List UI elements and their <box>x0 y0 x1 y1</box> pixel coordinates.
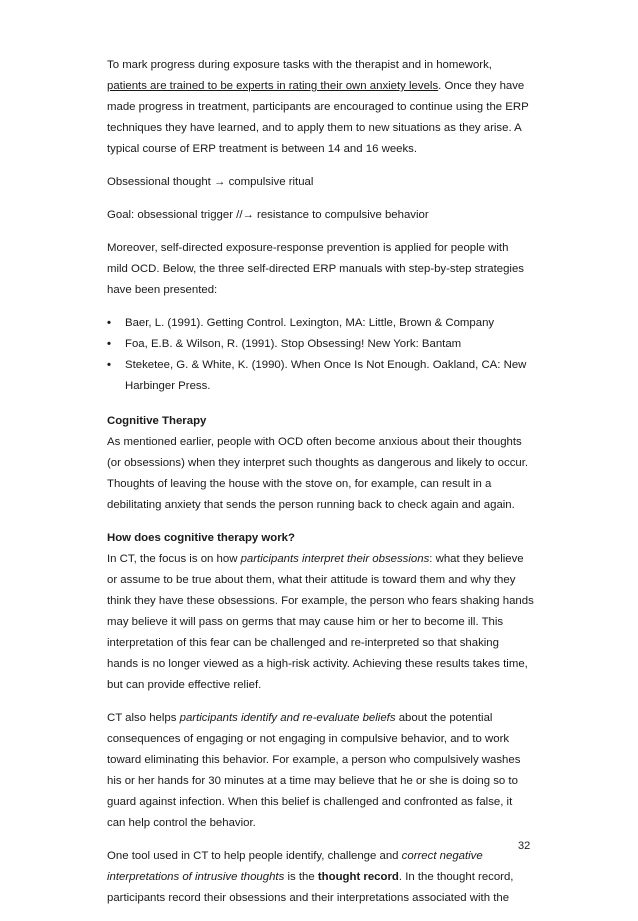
reference-text: Foa, E.B. & Wilson, R. (1991). Stop Obsessing! New York: Bantam <box>125 338 462 350</box>
line-goal <box>107 205 547 226</box>
text-column <box>107 55 547 921</box>
text-line <box>107 708 547 729</box>
list-item <box>107 355 547 397</box>
text-line: participants record their obsessions and their interpretations associated with the <box>107 892 510 904</box>
italic-phrase: correct negative <box>401 850 483 862</box>
text-span: resistance to compulsive behavior <box>253 209 429 221</box>
paragraph-thought-record <box>107 846 547 909</box>
text-line: techniques they have learned, and to apply them to new situations as they arise. A <box>107 122 522 134</box>
text-span: . In the thought record, <box>398 871 514 883</box>
text-span: In CT, the focus is on how <box>107 553 241 565</box>
text-line: may believe it will pass on germs that may cause him or her to become ill. This <box>107 616 504 628</box>
text-span: Obsessional thought <box>107 176 215 188</box>
text-line: made progress in treatment, participants are encouraged to continue using the ERP <box>107 101 529 113</box>
text-span: is the <box>284 871 318 883</box>
text-span: Goal: obsessional trigger // <box>107 209 243 221</box>
text-line: As mentioned earlier, people with OCD often become anxious about their thoughts <box>107 436 522 448</box>
text-span: One tool used in CT to help people identify, challenge and <box>107 850 402 862</box>
bold-phrase: thought record <box>317 871 399 883</box>
text-span: : what they believe <box>429 553 524 565</box>
italic-phrase: interpretations of intrusive thoughts <box>107 871 285 883</box>
text-line: Thoughts of leaving the house with the stove on, for example, can result in a <box>107 478 492 490</box>
text-line: mild OCD. Below, the three self-directed ERP manuals with step-by-step strategies <box>107 263 524 275</box>
text-line: interpretation of this fear can be challenged and re-interpreted so that shaking <box>107 637 499 649</box>
text-line <box>107 867 547 888</box>
text-line: or assume to be true about them, what their attitude is toward them and why they <box>107 574 516 586</box>
text-span: compulsive ritual <box>225 176 314 188</box>
text-line: To mark progress during exposure tasks with the therapist and in homework, <box>107 59 492 71</box>
paragraph-self-directed <box>107 238 547 301</box>
line-obsessional-thought <box>107 172 547 193</box>
text-line: debilitating anxiety that sends the person running back to check again and again. <box>107 499 515 511</box>
text-line: but can provide effective relief. <box>107 679 262 691</box>
text-span: about the potential <box>395 712 493 724</box>
section-heading: Cognitive Therapy <box>107 415 207 427</box>
text-line: consequences of engaging or not engaging in compulsive behavior, and to work <box>107 733 510 745</box>
text-line: hands is no longer viewed as a high-risk activity. Achieving these results takes time, <box>107 658 528 670</box>
text-line: toward eliminating this behavior. For example, a person who compulsively washes <box>107 754 521 766</box>
text-line <box>107 76 547 97</box>
list-item <box>107 313 547 334</box>
text-line: (or obsessions) when they interpret such thoughts as dangerous and likely to occur. <box>107 457 529 469</box>
text-line: Moreover, self-directed exposure-response prevention is applied for people with <box>107 242 509 254</box>
text-span: . Once they have <box>438 80 525 92</box>
bullet-icon: • <box>107 359 111 371</box>
section-how-ct-works <box>107 528 547 696</box>
italic-phrase: participants interpret their obsessions <box>240 553 430 565</box>
text-line: guard against infection. When this belief is challenged and confronted as false, it <box>107 796 513 808</box>
bullet-icon: • <box>107 338 111 350</box>
reference-text: Harbinger Press. <box>125 380 211 392</box>
text-line: think they have these obsessions. For example, the person who fears shaking hands <box>107 595 534 607</box>
text-line: his or her hands for 30 minutes at a time may believe that he or she is doing so to <box>107 775 518 787</box>
underlined-phrase: patients are trained to be experts in rating their own anxiety levels <box>107 80 439 92</box>
text-line <box>107 549 547 570</box>
text-span: CT also helps <box>107 712 180 724</box>
paragraph-ct-also <box>107 708 547 834</box>
right-arrow-icon: → <box>214 176 226 188</box>
bullet-icon: • <box>107 317 111 329</box>
section-cognitive-therapy <box>107 411 547 516</box>
text-line: typical course of ERP treatment is between 14 and 16 weeks. <box>107 143 418 155</box>
reference-text: Steketee, G. & White, K. (1990). When Once Is Not Enough. Oakland, CA: New <box>125 359 527 371</box>
section-heading: How does cognitive therapy work? <box>107 532 295 544</box>
list-item <box>107 334 547 355</box>
text-line <box>107 846 547 867</box>
text-line: can help control the behavior. <box>107 817 256 829</box>
italic-phrase: participants identify and re-evaluate beliefs <box>179 712 396 724</box>
page-number: 32 <box>518 840 531 852</box>
reference-text: Baer, L. (1991). Getting Control. Lexington, MA: Little, Brown & Company <box>125 317 495 329</box>
text-line: have been presented: <box>107 284 218 296</box>
reference-list <box>107 313 547 397</box>
right-arrow-icon: → <box>242 209 254 221</box>
paragraph-progress <box>107 55 547 160</box>
